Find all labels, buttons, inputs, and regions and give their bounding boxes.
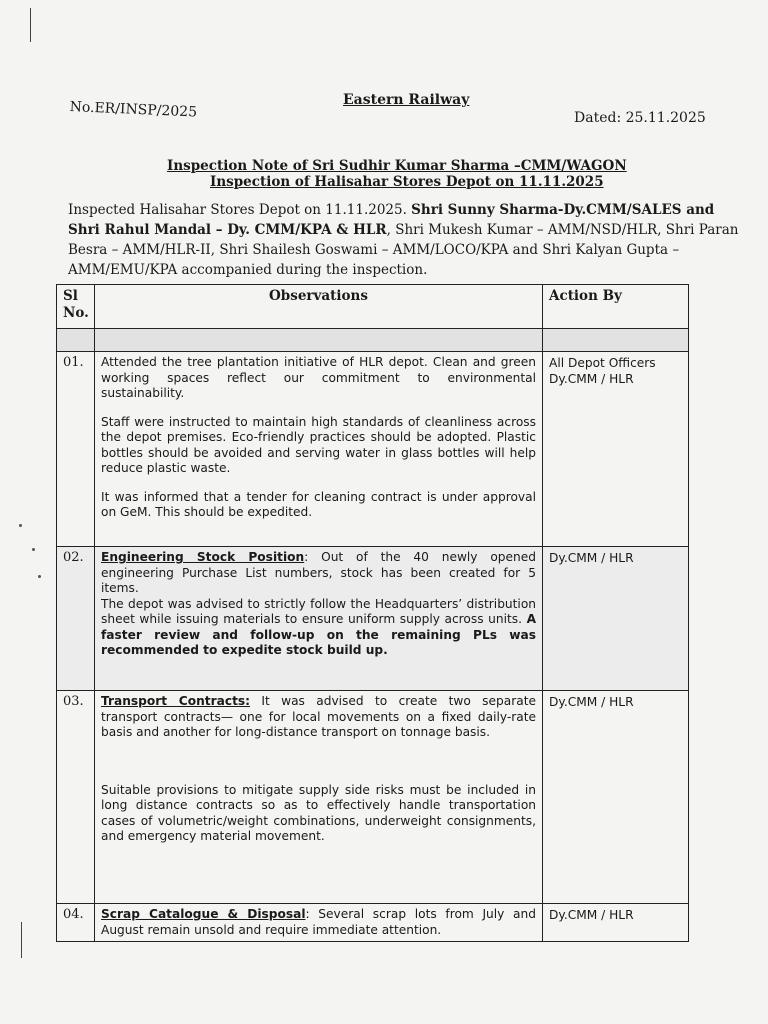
margin-mark-bottom: [21, 922, 22, 958]
observation-heading: Transport Contracts:: [101, 694, 251, 708]
margin-mark-top: [30, 8, 31, 42]
header-sl-no: Sl No.: [57, 285, 95, 329]
table-row: [57, 352, 689, 547]
title-line-2: Inspection of Halisahar Stores Depot on 11.11.2025: [210, 174, 604, 190]
row-observation: [95, 352, 543, 547]
row-sl: 03.: [57, 691, 95, 904]
spacer-cell: [543, 329, 689, 352]
header-observations: Observations: [95, 285, 543, 329]
scan-speck: [38, 575, 41, 578]
action-by-line: Dy.CMM / HLR: [549, 908, 634, 922]
scan-speck: [32, 548, 35, 551]
action-by-line: Dy.CMM / HLR: [549, 372, 634, 386]
observations-table: [56, 284, 689, 942]
header-action-by: Action By: [543, 285, 689, 329]
table-row: [57, 547, 689, 691]
table-row: [57, 904, 689, 942]
row-sl: 04.: [57, 904, 95, 942]
observation-text-bold: A faster review and follow-up on the remaining PLs was recommended to expedite stock build up.: [101, 612, 536, 657]
action-by-line: Dy.CMM / HLR: [549, 695, 634, 709]
scan-speck: [19, 524, 22, 527]
observation-heading: Scrap Catalogue & Disposal: [101, 907, 306, 921]
row-action-by: [543, 691, 689, 904]
spacer-cell: [95, 329, 543, 352]
observation-paragraph: Staff were instructed to maintain high standards of cleanliness across the depot premises. Eco-friendly practices should be adopted. Plastic bottles should be avoided and serving water in glass bottles will help reduce plastic waste.: [101, 414, 536, 475]
row-observation: [95, 547, 543, 691]
observation-text: : Several scrap lots from July and August remain unsold and require immediate attention.: [101, 907, 536, 937]
row-observation: [95, 904, 543, 942]
action-by-line: Dy.CMM / HLR: [549, 551, 634, 565]
spacer-cell: [57, 329, 95, 352]
row-action-by: [543, 547, 689, 691]
row-action-by: [543, 904, 689, 942]
organisation-name: Eastern Railway: [343, 92, 470, 108]
observation-paragraph: It was informed that a tender for cleaning contract is under approval on GeM. This should be expedited.: [101, 489, 536, 519]
observation-paragraph: Attended the tree plantation initiative of HLR depot. Clean and green working spaces reflect our commitment to environmental sustainability.: [101, 355, 536, 400]
table-header-row: [57, 285, 689, 329]
row-observation: [95, 691, 543, 904]
document-date: Dated: 25.11.2025: [574, 110, 706, 126]
observation-text: : Out of the 40 newly opened engineering Purchase List numbers, stock has been created for 5 items.: [101, 550, 536, 595]
row-action-by: [543, 352, 689, 547]
reference-number: No.ER/INSP/2025: [69, 99, 198, 121]
row-sl: 02.: [57, 547, 95, 691]
row-sl: 01.: [57, 352, 95, 547]
observation-paragraph: [101, 550, 536, 659]
intro-paragraph: [68, 200, 744, 280]
intro-text-2: , Shri Mukesh Kumar – AMM/NSD/HLR, Shri Paran Besra – AMM/HLR-II, Shri Shailesh Goswami – AMM/LOCO/KPA and Shri Kalyan Gupta – AMM/EMU/KPA accompanied during the inspection.: [68, 222, 739, 278]
observation-paragraph: Suitable provisions to mitigate supply side risks must be included in long distance contracts so as to effectively handle transportation cases of volumetric/weight combinations, underweight consignments, and emergency material movement.: [101, 782, 536, 843]
intro-officers-bold: Shri Sunny Sharma-Dy.CMM/SALES and Shri Rahul Mandal – Dy. CMM/KPA & HLR: [68, 202, 715, 238]
action-by-line: All Depot Officers: [549, 356, 656, 370]
table-spacer-row: [57, 329, 689, 352]
observation-paragraph: [101, 907, 536, 938]
observation-text: It was advised to create two separate transport contracts— one for local movements on a fixed daily-rate basis and another for long-distance transport on tonnage basis.: [101, 694, 536, 739]
intro-text-1: Inspected Halisahar Stores Depot on 11.11.2025.: [68, 202, 412, 218]
observation-heading: Engineering Stock Position: [101, 550, 305, 564]
table-row: [57, 691, 689, 904]
observation-text: The depot was advised to strictly follow the Headquarters’ distribution sheet while issuing materials to ensure uniform supply across units.: [101, 596, 536, 626]
observation-paragraph: [101, 694, 536, 741]
title-line-1: Inspection Note of Sri Sudhir Kumar Sharma –CMM/WAGON: [167, 158, 627, 174]
